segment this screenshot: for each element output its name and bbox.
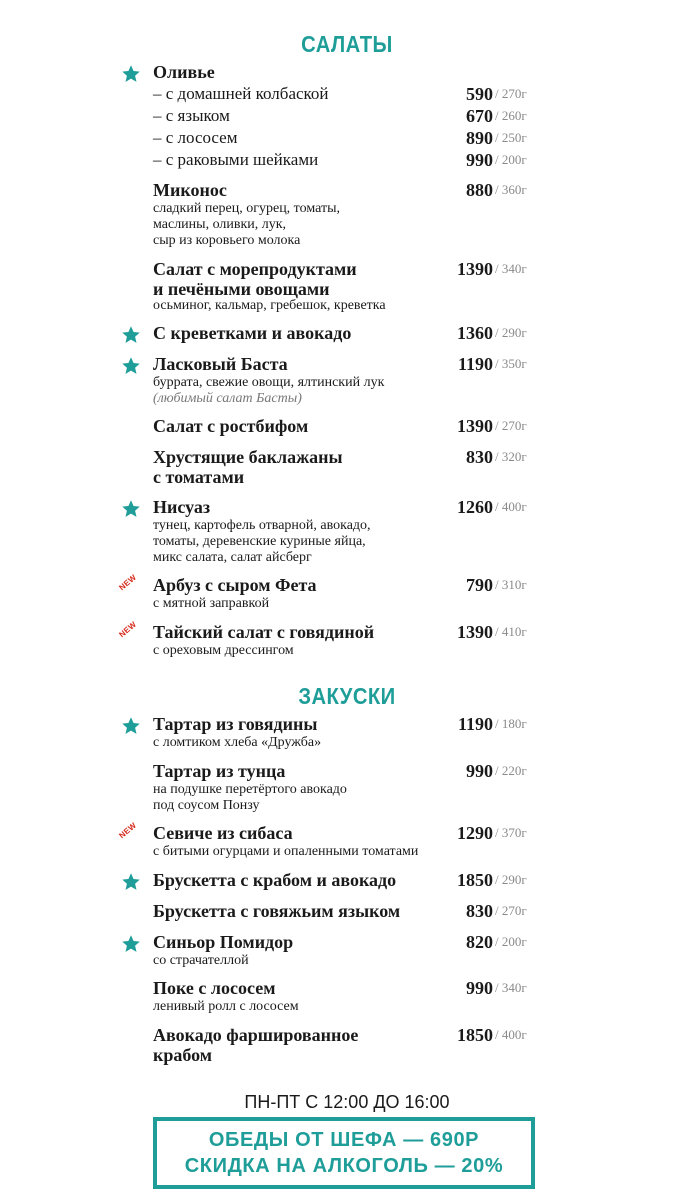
section-title-salads: САЛАТЫ — [301, 31, 393, 57]
new-badge: NEW — [117, 820, 139, 841]
section-title-starters: ЗАКУСКИ — [298, 683, 396, 709]
menu-item-crispy-eggplant — [0, 446, 694, 486]
menu-item-seabass-ceviche — [0, 822, 694, 860]
item-price: 830 — [466, 447, 493, 467]
item-name: Нисуаз — [153, 497, 211, 517]
item-weight: / 400г — [495, 1027, 527, 1042]
item-weight: / 260г — [495, 108, 527, 123]
menu-item-stuffed-avocado — [0, 1024, 694, 1064]
menu-item-roastbeef-salad — [0, 415, 694, 437]
item-weight: / 270г — [495, 86, 527, 101]
item-description: тунец, картофель отварной, авокадо, томаты, деревенские куриные яйца, микс салата, салат айсберг — [153, 518, 371, 565]
item-name: Арбуз с сыром Фета — [153, 575, 317, 595]
item-price: 1390 — [457, 622, 493, 642]
new-badge: NEW — [117, 619, 139, 640]
item-name: Синьор Помидор — [153, 932, 294, 952]
item-price: 1390 — [457, 259, 493, 279]
item-price: 880 — [466, 180, 493, 200]
item-weight: / 410г — [495, 624, 527, 639]
variant-name: – с домашней колбаской — [153, 84, 329, 103]
item-price: 1360 — [457, 323, 493, 343]
item-description: со страчателлой — [153, 953, 249, 968]
item-name: Брускетта с крабом и авокадо — [153, 870, 397, 890]
item-price: 830 — [466, 901, 493, 921]
item-weight: / 400г — [495, 499, 527, 514]
item-name: Ласковый Баста — [153, 354, 288, 374]
item-name-cont: с томатами — [153, 467, 245, 487]
promo-box — [153, 1117, 535, 1189]
item-weight: / 310г — [495, 577, 527, 592]
item-name: Хрустящие баклажаны — [153, 447, 343, 467]
item-weight: / 200г — [495, 152, 527, 167]
item-description: с битыми огурцами и опаленными томатами — [153, 844, 419, 859]
menu-item-nicoise — [0, 496, 694, 566]
variant-name: – с раковыми шейками — [153, 150, 319, 169]
item-description: с мятной заправкой — [153, 596, 270, 611]
item-description: сладкий перец, огурец, томаты, маслины, оливки, лук, сыр из коровьего молока — [153, 201, 340, 248]
item-price: 590 — [466, 84, 493, 104]
menu-item-seafood-salad — [0, 258, 694, 314]
new-badge: NEW — [117, 572, 139, 593]
item-weight: / 180г — [495, 716, 527, 731]
item-price: 1850 — [457, 1025, 493, 1045]
item-price: 1290 — [457, 823, 493, 843]
item-weight: / 270г — [495, 903, 527, 918]
item-price: 1390 — [457, 416, 493, 436]
menu-item-bruschetta-crab — [0, 869, 694, 891]
item-name: Севиче из сибаса — [153, 823, 293, 843]
item-name: Брускетта с говяжьим языком — [153, 901, 401, 921]
item-name: Тартар из говядины — [153, 714, 318, 734]
item-note: (любимый салат Басты) — [153, 391, 302, 406]
item-price: 1190 — [457, 354, 493, 374]
item-name: Тартар из тунца — [153, 761, 286, 781]
item-name: Салат с ростбифом — [153, 416, 309, 436]
item-description: с ореховым дрессингом — [153, 643, 294, 658]
item-weight: / 200г — [495, 934, 527, 949]
item-price: 1850 — [457, 870, 493, 890]
lunch-hours: ПН-ПТ С 12:00 ДО 16:00 — [244, 1092, 450, 1112]
item-name: С креветками и авокадо — [153, 323, 352, 343]
item-name-cont: и печёными овощами — [153, 279, 330, 299]
item-weight: / 290г — [495, 872, 527, 887]
item-weight: / 350г — [495, 356, 527, 371]
item-price: 1260 — [457, 497, 493, 517]
promo-alcohol-discount: СКИДКА НА АЛКОГОЛЬ — 20% — [184, 1155, 504, 1177]
item-weight: / 290г — [495, 325, 527, 340]
item-weight: / 220г — [495, 763, 527, 778]
item-weight: / 270г — [495, 418, 527, 433]
item-name: Тайский салат с говядиной — [153, 622, 375, 642]
menu-item-tuna-tartare — [0, 760, 694, 814]
item-price: 790 — [466, 575, 493, 595]
item-name: Поке с лососем — [153, 978, 276, 998]
item-price: 990 — [466, 761, 493, 781]
menu-item-thai-beef-salad — [0, 621, 694, 659]
menu-item-olivier — [0, 61, 694, 171]
menu-item-laskovy-basta — [0, 353, 694, 407]
item-price: 990 — [466, 978, 493, 998]
item-price: 890 — [466, 128, 493, 148]
item-price: 670 — [466, 106, 493, 126]
menu-item-signor-pomidor — [0, 931, 694, 969]
item-weight: / 360г — [495, 182, 527, 197]
item-name: Салат с морепродуктами — [153, 259, 357, 279]
variant-name: – с лососем — [153, 128, 238, 147]
menu-item-mykonos — [0, 179, 694, 249]
item-price: 990 — [466, 150, 493, 170]
menu-item-salmon-poke — [0, 977, 694, 1015]
item-weight: / 340г — [495, 261, 527, 276]
item-description: на подушке перетёртого авокадо под соусом Понзу — [153, 782, 347, 813]
item-description: с ломтиком хлеба «Дружба» — [153, 735, 322, 750]
menu-item-bruschetta-tongue — [0, 900, 694, 922]
variant-name: – с языком — [153, 106, 230, 125]
item-name: Миконос — [153, 180, 227, 200]
item-description: буррата, свежие овощи, ялтинский лук (любимый салат Басты) — [153, 375, 493, 407]
item-weight: / 340г — [495, 980, 527, 995]
menu-item-shrimp-avocado — [0, 322, 694, 344]
item-description: ленивый ролл с лососем — [153, 999, 299, 1014]
item-name-cont: крабом — [153, 1045, 213, 1065]
item-name: Оливье — [153, 62, 215, 82]
menu-item-beef-tartare — [0, 713, 694, 751]
item-weight: / 370г — [495, 825, 527, 840]
item-weight: / 320г — [495, 449, 527, 464]
item-price: 820 — [466, 932, 493, 952]
promo-lunch: ОБЕДЫ ОТ ШЕФА — 690Р — [208, 1129, 480, 1151]
item-description: осьминог, кальмар, гребешок, креветка — [153, 298, 386, 313]
item-name: Авокадо фаршированное — [153, 1025, 359, 1045]
item-weight: / 250г — [495, 130, 527, 145]
item-price: 1190 — [457, 714, 493, 734]
menu-item-watermelon-feta — [0, 574, 694, 612]
